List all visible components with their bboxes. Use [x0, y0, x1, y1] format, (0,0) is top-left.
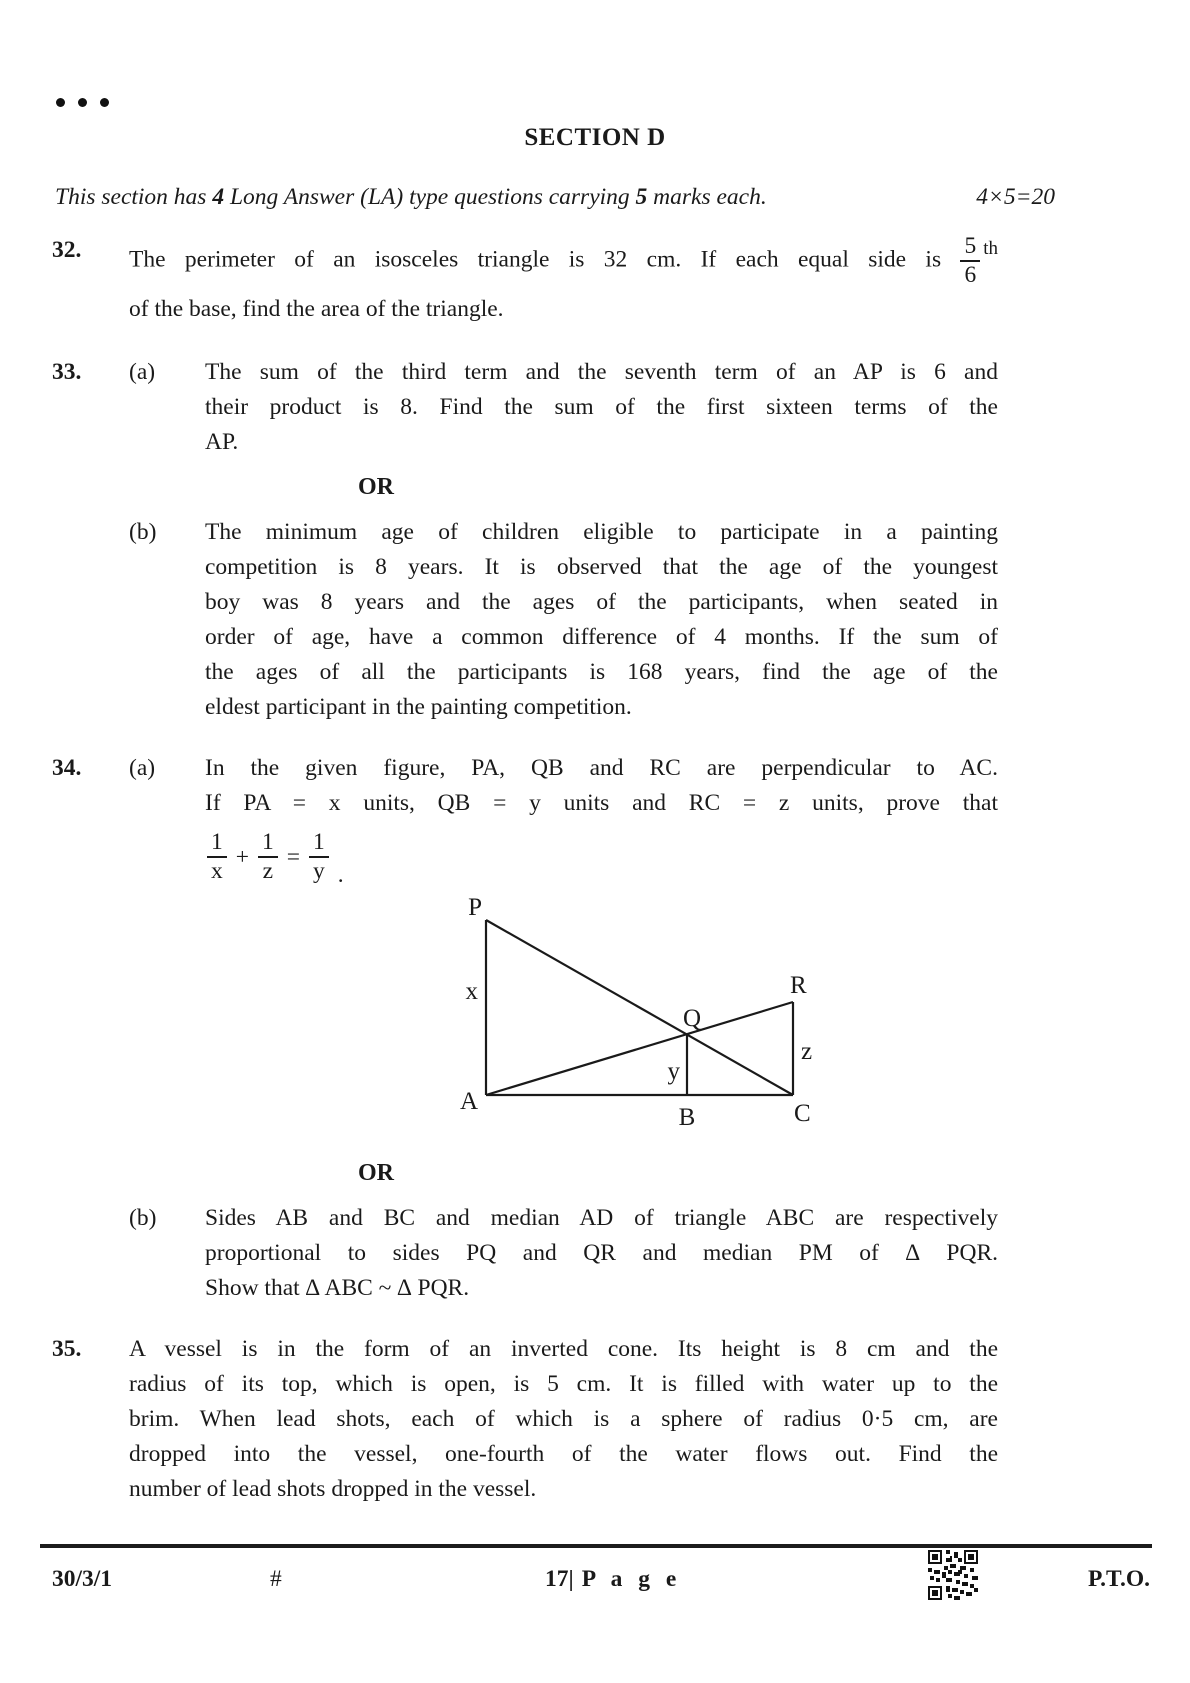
page-footer: [0, 1560, 1190, 1624]
or-separator: OR: [358, 474, 394, 500]
fraction: [960, 233, 980, 289]
segment-AR: [486, 1002, 793, 1095]
label-A: A: [459, 1088, 478, 1115]
pto-label: P.T.O.: [1087, 1566, 1150, 1592]
question-text-line: proportional to sides PQ and QR and median PM of ∆ PQR.: [205, 1240, 998, 1266]
label-P: P: [468, 897, 482, 921]
question-34-part-b: [129, 1201, 998, 1306]
question-32-number: 32.: [52, 237, 82, 263]
question-text-line: In the given figure, PA, QB and RC are perpendicular to AC.: [205, 755, 998, 781]
fraction-numerator: 1: [309, 829, 329, 858]
or-separator: OR: [358, 1160, 394, 1186]
questions-area: [0, 233, 1190, 1507]
part-b-label: (b): [129, 519, 157, 545]
corner-dots-icon: [56, 98, 109, 107]
question-32: [52, 233, 998, 327]
q34-geometry-figure: [430, 897, 830, 1135]
question-text-line: Sides AB and BC and median AD of triangle ABC are respectively: [205, 1205, 998, 1231]
label-C: C: [794, 1100, 811, 1127]
question-32-text: The perimeter of an isosceles triangle is 32 cm. If each equal side is: [129, 246, 942, 273]
label-z: z: [801, 1038, 813, 1065]
question-text-line: brim. When lead shots, each of which is a sphere of radius 0·5 cm, are: [129, 1406, 998, 1432]
instruction-text: [55, 184, 767, 211]
part-a-label: (a): [129, 359, 156, 385]
dot-icon: [100, 98, 109, 107]
question-text-line: competition is 8 years. It is observed that the age of the youngest: [205, 554, 998, 580]
q34-figure-container: [430, 897, 998, 1146]
question-text-line: The minimum age of children eligible to participate in a painting: [205, 519, 998, 545]
question-text-line: The sum of the third term and the seventh term of an AP is 6 and: [205, 359, 998, 385]
label-x: x: [465, 978, 478, 1005]
page-word: P a g e: [581, 1566, 682, 1592]
page-number: 17: [545, 1566, 569, 1592]
segment-PC: [486, 920, 793, 1095]
fraction-suffix: th: [983, 237, 998, 259]
label-R: R: [790, 972, 807, 999]
instruction-question-count: 4: [212, 184, 225, 210]
fraction: [309, 829, 329, 885]
question-text-line: number of lead shots dropped in the vessel.: [129, 1476, 537, 1502]
equals-operator: =: [286, 843, 301, 870]
section-title: SECTION D: [524, 124, 666, 151]
question-text-line: radius of its top, which is open, is 5 cm. It is filled with water up to the: [129, 1371, 998, 1397]
question-text-line: eldest participant in the painting competition.: [205, 694, 632, 720]
question-33-part-b: [129, 515, 998, 725]
question-32-line-1: [129, 233, 998, 289]
question-text-line: AP.: [205, 429, 239, 455]
equation-one-over-x-plus-one-over-z: [207, 829, 998, 888]
question-33-number: 33.: [52, 359, 82, 385]
question-text-line: order of age, have a common difference of 4 months. If the sum of: [205, 624, 998, 650]
question-text-line: boy was 8 years and the ages of the participants, when seated in: [205, 589, 998, 615]
fraction-numerator: 1: [258, 829, 278, 858]
part-a-label: (a): [129, 755, 156, 781]
question-text-line: their product is 8. Find the sum of the first sixteen terms of the: [205, 394, 998, 420]
question-text-line: the ages of all the participants is 168 years, find the age of the: [205, 659, 998, 685]
fraction-denominator: 6: [964, 262, 977, 288]
question-35: [52, 1332, 998, 1507]
instruction-marks-each: 5: [635, 184, 648, 210]
label-Q: Q: [682, 1005, 702, 1032]
question-34-number: 34.: [52, 755, 82, 781]
page-separator: |: [568, 1566, 574, 1592]
question-33-part-a: [129, 355, 998, 460]
plus-operator: +: [235, 843, 250, 870]
fraction: [207, 829, 227, 885]
marks-scheme: 4×5=20: [976, 184, 1055, 210]
hash-mark: #: [270, 1566, 282, 1592]
instruction-segment: Long Answer (LA) type questions carrying: [224, 184, 636, 210]
figure-lines: [486, 920, 793, 1095]
fraction-denominator: z: [262, 858, 274, 884]
question-text-line: dropped into the vessel, one-fourth of the water flows out. Find the: [129, 1441, 998, 1467]
label-B: B: [678, 1104, 696, 1131]
question-35-number: 35.: [52, 1336, 82, 1362]
footer-divider: [40, 1544, 1152, 1548]
qr-code-icon: [928, 1550, 978, 1600]
question-34: [52, 751, 998, 1306]
dot-icon: [78, 98, 87, 107]
label-y: y: [667, 1058, 680, 1085]
question-33: [52, 355, 998, 725]
fraction: [258, 829, 278, 885]
page-indicator: [545, 1566, 681, 1593]
paper-code: 30/3/1: [52, 1566, 113, 1592]
question-text-line: If PA = x units, QB = y units and RC = z units, prove that: [205, 790, 998, 816]
instruction-segment: This section has: [55, 184, 213, 210]
question-32-line-2: of the base, find the area of the triangle.: [129, 296, 504, 322]
fraction-five-sixth: [960, 233, 998, 289]
question-text-line: A vessel is in the form of an inverted cone. Its height is 8 cm and the: [129, 1336, 998, 1362]
section-instruction: [0, 184, 1190, 211]
dot-icon: [56, 98, 65, 107]
fraction-denominator: x: [211, 858, 223, 884]
fraction-numerator: 5: [960, 233, 980, 262]
question-text-line: Show that ∆ ABC ~ ∆ PQR.: [205, 1275, 470, 1301]
equation-period: .: [337, 862, 344, 888]
fraction-numerator: 1: [207, 829, 227, 858]
part-b-label: (b): [129, 1205, 157, 1231]
instruction-segment: marks each.: [647, 184, 767, 210]
fraction-denominator: y: [313, 858, 325, 884]
question-34-part-a: [129, 751, 998, 1201]
